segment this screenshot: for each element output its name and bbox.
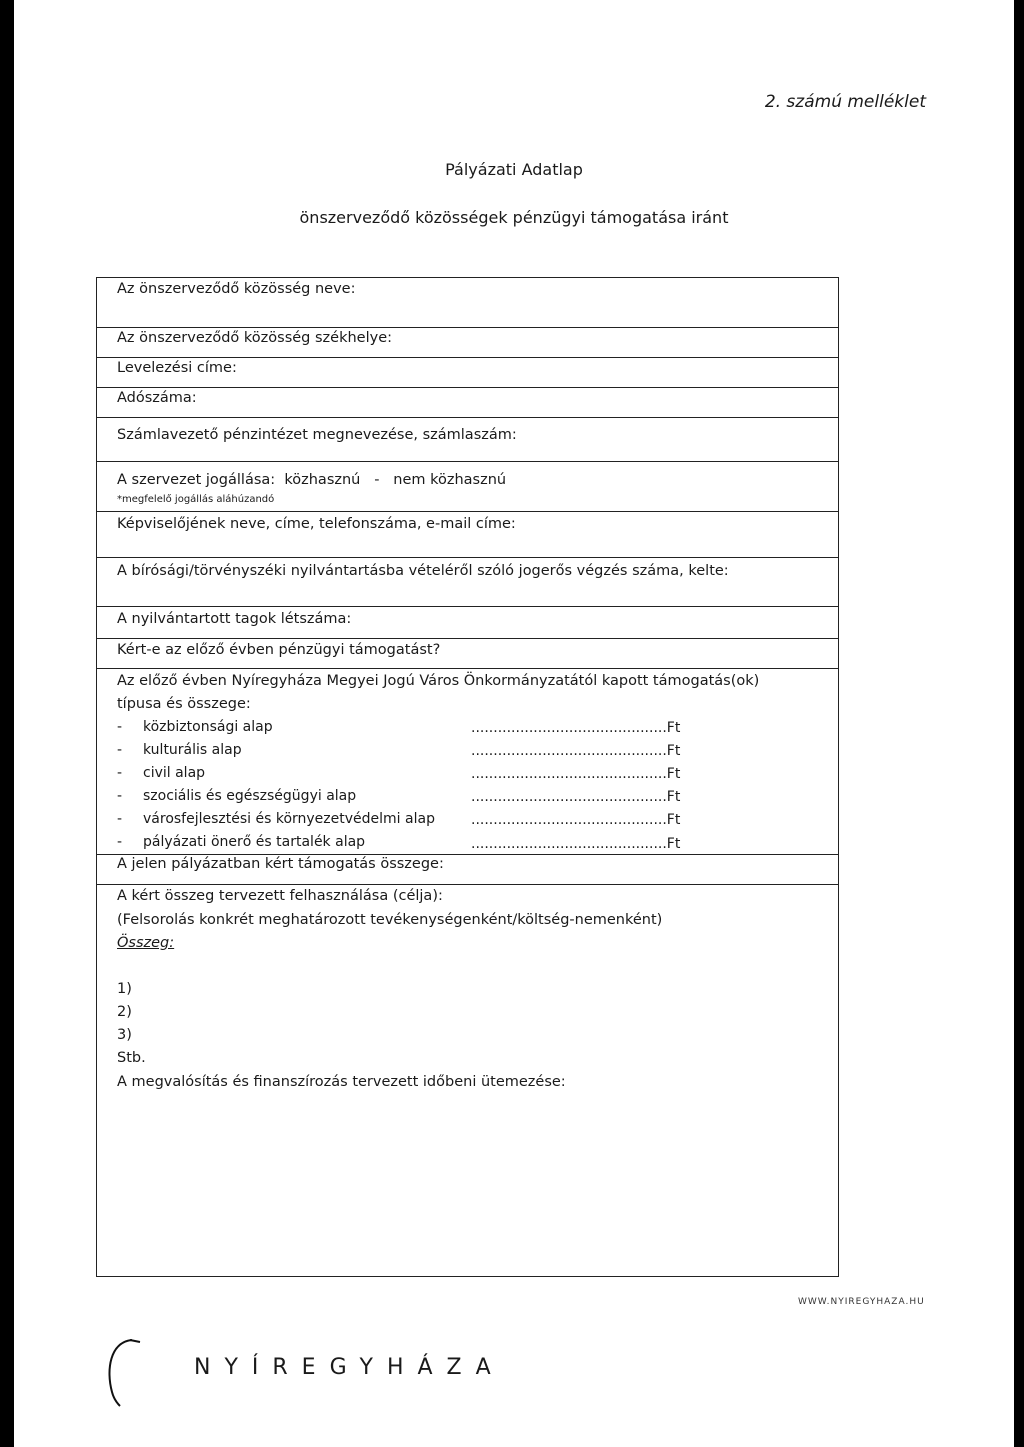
logo-wordmark: NYÍREGYHÁZA <box>194 1355 505 1380</box>
item-1: 1) <box>117 981 132 997</box>
field-usage-note: (Felsorolás konkrét meghatározott tevékenységenként/költség-nemenként) <box>117 912 663 928</box>
item-3: 3) <box>117 1027 132 1043</box>
field-schedule: A megvalósítás és finanszírozás tervezett időbeni ütemezése: <box>117 1074 566 1090</box>
field-usage: A kért összeg tervezett felhasználása (célja): <box>117 888 443 904</box>
field-bank: Számlavezető pénzintézet megnevezése, számlaszám: <box>117 427 517 443</box>
fund-row: - kulturális alap <box>117 742 242 758</box>
divider <box>97 327 838 328</box>
fund-amount: ............................................Ft <box>471 743 681 759</box>
fund-row: - szociális és egészségügyi alap <box>117 788 357 804</box>
divider <box>97 461 838 462</box>
item-2: 2) <box>117 1004 132 1020</box>
legal-status-note: *megfelelő jogállás aláhúzandó <box>117 494 275 505</box>
divider <box>97 884 838 885</box>
divider <box>97 357 838 358</box>
fund-row: - pályázati önerő és tartalék alap <box>117 834 366 850</box>
nyiregyhaza-logo-icon <box>100 1330 160 1410</box>
field-sum: Összeg: <box>117 935 175 951</box>
divider <box>97 638 838 639</box>
fund-amount: ............................................Ft <box>471 720 681 736</box>
fund-row: - városfejlesztési és környezetvédelmi alap <box>117 811 435 827</box>
application-form <box>96 277 839 1277</box>
form-subtitle: önszerveződő közösségek pénzügyi támogatása iránt <box>299 208 729 227</box>
field-mail: Levelezési címe: <box>117 360 237 376</box>
fund-amount: ............................................Ft <box>471 766 681 782</box>
field-previous-support: Az előző évben Nyíregyháza Megyei Jogú Város Önkormányzatától kapott támogatás(ok) <box>117 673 760 689</box>
website-url: WWW.NYIREGYHAZA.HU <box>798 1297 925 1307</box>
divider <box>97 417 838 418</box>
fund-amount: ............................................Ft <box>471 789 681 805</box>
field-seat: Az önszerveződő közösség székhelye: <box>117 330 393 346</box>
divider <box>97 668 838 669</box>
form-title: Pályázati Adatlap <box>445 160 583 179</box>
divider <box>97 557 838 558</box>
fund-row: - civil alap <box>117 765 206 781</box>
field-representative: Képviselőjének neve, címe, telefonszáma, e-mail címe: <box>117 516 516 532</box>
item-etc: Stb. <box>117 1050 146 1066</box>
field-requested-amount: A jelen pályázatban kért támogatás összege: <box>117 856 444 872</box>
field-court-registration: A bírósági/törvényszéki nyilvántartásba vételéről szóló jogerős végzés száma, kelte: <box>117 563 729 579</box>
divider <box>97 387 838 388</box>
divider <box>97 511 838 512</box>
field-legal-status: A szervezet jogállása: közhasznú - nem közhasznú <box>117 472 507 488</box>
divider <box>97 606 838 607</box>
fund-row: - közbiztonsági alap <box>117 719 273 735</box>
annex-label: 2. számú melléklet <box>764 92 926 112</box>
field-members: A nyilvántartott tagok létszáma: <box>117 611 352 627</box>
fund-amount: ............................................Ft <box>471 812 681 828</box>
field-previous-request: Kért-e az előző évben pénzügyi támogatást? <box>117 642 441 658</box>
divider <box>97 854 838 855</box>
field-name: Az önszerveződő közösség neve: <box>117 281 356 297</box>
fund-amount: ............................................Ft <box>471 836 681 852</box>
document-page <box>14 0 1014 1447</box>
field-tax: Adószáma: <box>117 390 197 406</box>
field-previous-support-type: típusa és összege: <box>117 696 251 712</box>
